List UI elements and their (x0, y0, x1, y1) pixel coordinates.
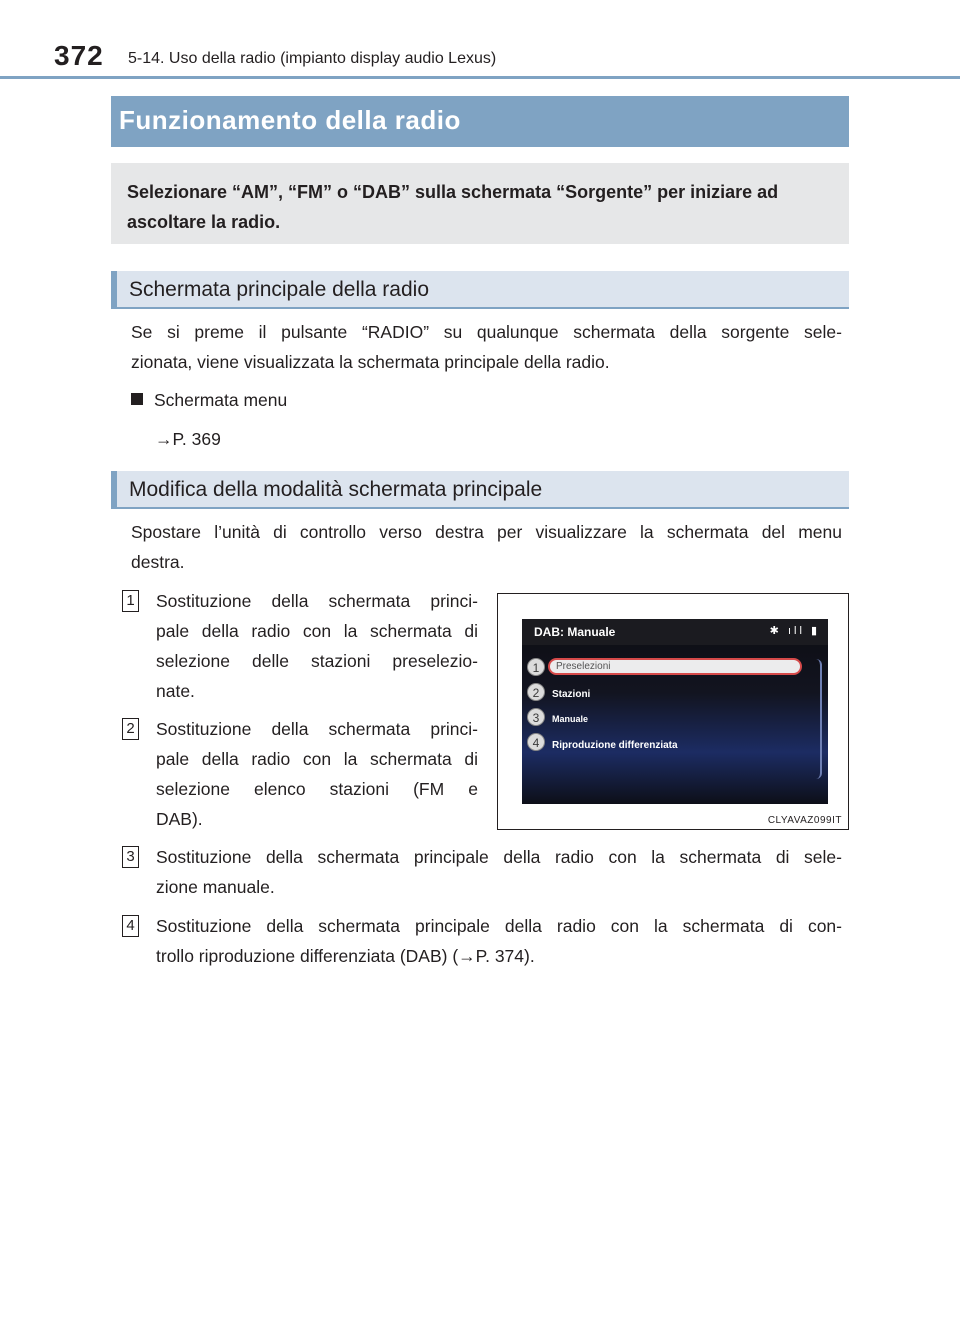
header-rule (0, 76, 960, 79)
menu-row-stazioni[interactable]: Stazioni (552, 689, 591, 700)
callout-1: 1 (527, 658, 545, 676)
menu-subheading (131, 385, 531, 415)
item-number-2: 2 (122, 718, 139, 740)
screen-header (522, 619, 828, 645)
scroll-arc (816, 659, 822, 779)
item-2-line-4: DAB). (156, 809, 203, 829)
figure-code: CLYAVAZ099IT (767, 815, 842, 826)
subheading-mode-change (111, 471, 849, 509)
item-number-1: 1 (122, 590, 139, 612)
item-1-line-2: pale della radio con la schermata di (156, 621, 478, 641)
section-banner (111, 96, 849, 147)
item-2-line-3: selezione elenco stazioni (FM e (156, 779, 478, 799)
screen-title: DAB: Manuale (534, 625, 616, 639)
menu-subheading-label: Schermata menu (154, 390, 288, 410)
menu-row-riproduzione[interactable]: Riproduzione differenziata (552, 740, 678, 751)
radio-screen-figure (497, 593, 849, 830)
main-screen-line-1: Se si preme il pulsante “RADIO” su qualunque schermata della sorgente sele- (131, 322, 842, 342)
callout-4: 4 (527, 733, 545, 751)
page-number: 372 (54, 40, 104, 71)
callout-2: 2 (527, 683, 545, 701)
item-3-line-2: zione manuale. (156, 877, 275, 897)
mode-change-line-2: destra. (131, 552, 185, 572)
item-4-line-1: Sostituzione della schermata principale della radio con la schermata di con- (156, 916, 842, 936)
item-2-line-2: pale della radio con la schermata di (156, 749, 478, 769)
subheading-main-screen (111, 271, 849, 309)
item-number-4: 4 (122, 915, 139, 937)
item-2-line-1: Sostituzione della schermata princi- (156, 719, 478, 739)
radio-screen (522, 619, 828, 804)
item-1-line-3: selezione delle stazioni preselezio- (156, 651, 478, 671)
menu-row-manuale[interactable]: Manuale (552, 714, 589, 724)
item-1-line-1: Sostituzione della schermata princi- (156, 591, 478, 611)
square-bullet-icon (131, 393, 143, 405)
status-icons: ✱ ıll ▮ (769, 625, 820, 637)
main-screen-line-2: zionata, viene visualizzata la schermata principale della radio. (131, 352, 610, 372)
item-3-line-1: Sostituzione della schermata principale della radio con la schermata di sele- (156, 847, 842, 867)
item-number-3: 3 (122, 846, 139, 868)
section-title: Funzionamento della radio (119, 105, 461, 135)
subheading-main-screen-label: Schermata principale della radio (129, 278, 429, 301)
callout-3: 3 (527, 708, 545, 726)
intro-box: Selezionare “AM”, “FM” o “DAB” sulla schermata “Sorgente” per iniziare ad ascoltare la radio. (111, 163, 849, 244)
menu-page-ref: →P. 369 (155, 429, 221, 449)
subheading-mode-change-label: Modifica della modalità schermata principale (129, 478, 543, 501)
menu-row-preselezioni-label: Preselezioni (556, 661, 611, 672)
item-1-line-4: nate. (156, 681, 195, 701)
mode-change-line-1: Spostare l’unità di controllo verso destra per visualizzare la schermata del menu (131, 522, 842, 542)
item-4-line-2: trollo riproduzione differenziata (DAB) (→P. 374). (156, 946, 535, 966)
menu-row-preselezioni[interactable] (548, 658, 802, 675)
running-head: 5-14. Uso della radio (impianto display audio Lexus) (128, 50, 497, 67)
